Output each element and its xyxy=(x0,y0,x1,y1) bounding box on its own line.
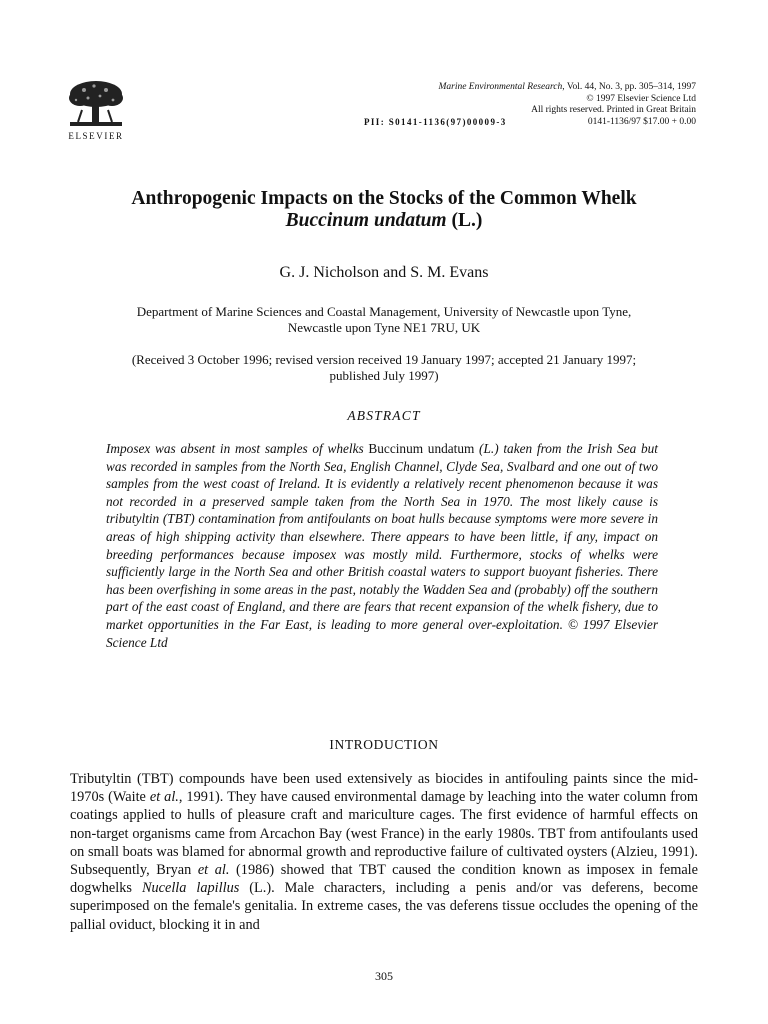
title-line-2 xyxy=(0,210,768,232)
introduction-heading: INTRODUCTION xyxy=(329,737,439,752)
abstract-part-1: Imposex was absent in most samples of whelks xyxy=(106,441,369,456)
authors: G. J. Nicholson and S. M. Evans xyxy=(279,264,489,281)
affiliation-line-1: Department of Marine Sciences and Coastal Management, University of Newcastle upon Tyne, xyxy=(136,304,632,319)
title-line-1: Anthropogenic Impacts on the Stocks of the Common Whelk xyxy=(131,188,637,209)
received-dates xyxy=(70,352,698,384)
journal-name: Marine Environmental Research xyxy=(438,82,563,92)
abstract-heading: ABSTRACT xyxy=(347,408,421,423)
intro-species: Nucella lapillus xyxy=(141,880,240,897)
pii-code: PII: S0141-1136(97)00009-3 xyxy=(364,116,507,127)
price-code: 0141-1136/97 $17.00 + 0.00 xyxy=(587,116,696,127)
citation-details: , Vol. 44, No. 3, pp. 305–314, 1997 xyxy=(562,82,696,92)
publisher-name: ELSEVIER xyxy=(68,131,124,141)
introduction-paragraph xyxy=(70,770,698,934)
intro-text-2: , 1991). They have caused environmental damage by leaching into the water column from coatings applied to hulls of pleasure craft and mariculture cages. The first evidence of harmful effects on non-target organisms came from Arcachon Bay (west France) in the early 1980s. TBT from antifoulants used on small boats was blamed for abnormal growth and reproductive failure of cultivated oysters (Alzieu, 1991). Subsequently, Bryan xyxy=(70,789,699,879)
elsevier-logo xyxy=(60,78,132,141)
abstract-species: Buccinum undatum xyxy=(368,441,475,456)
page-number: 305 xyxy=(375,969,393,983)
received-line-1: (Received 3 October 1996; revised version received 19 January 1997; accepted 21 January 1997; xyxy=(131,352,637,367)
rights-line: All rights reserved. Printed in Great Britain xyxy=(531,105,696,115)
elsevier-tree-icon xyxy=(66,78,126,130)
article-title xyxy=(0,188,768,232)
intro-text-4: (L.). Male characters, including a penis and/or vas deferens, become superimposed on the female's genitalia. In extreme cases, the vas deferens tissue occludes the opening of the pallial oviduct, blocking it in and xyxy=(70,880,698,933)
affiliation-line-2: Newcastle upon Tyne NE1 7RU, UK xyxy=(287,320,481,335)
received-line-2: published July 1997) xyxy=(329,368,439,383)
intro-etal-2: et al. xyxy=(197,862,230,879)
journal-header xyxy=(316,82,696,128)
intro-etal-1: et al. xyxy=(149,789,179,806)
intro-text-3: (1986) showed that TBT caused the condition known as imposex in female dogwhelks xyxy=(70,862,699,897)
copyright-line: © 1997 Elsevier Science Ltd xyxy=(586,93,696,104)
citation-line xyxy=(316,82,696,94)
abstract-text xyxy=(106,440,658,651)
pii-row xyxy=(316,117,696,129)
title-species: Buccinum undatum xyxy=(285,210,447,231)
abstract-part-2: (L.) taken from the Irish Sea but was recorded in samples from the North Sea, English Channel, Clyde Sea, Svalbard and one out of two samples from the west coast of Ireland. It is evidently a relatively recent phenomenon because it was not recorded in a preserved sample taken from the North Sea in 1970. The most likely cause is tributyltin (TBT) contamination from antifoulants on boat hulls because symptoms were more severe in areas of high shipping activity than elsewhere. There appears to have been little, if any, impact on breeding performances because imposex was mostly mild. Furthermore, stocks of whelks were sufficiently large in the North Sea and other British coastal waters to support buoyant fisheries. There has been overfishing in some areas in the past, notably the Wadden Sea and (probably) off the southern part of the east coast of England, and there are fears that recent expansion of the whelk fishery, due to market opportunities in the Far East, is leading to more general over-exploitation. © 1997 Elsevier Science Ltd xyxy=(106,441,658,650)
affiliation xyxy=(70,304,698,336)
title-authority: (L.) xyxy=(446,210,483,231)
intro-text-1: Tributyltin (TBT) compounds have been used extensively as biocides in antifouling paints since the mid-1970s (Waite xyxy=(70,771,698,806)
